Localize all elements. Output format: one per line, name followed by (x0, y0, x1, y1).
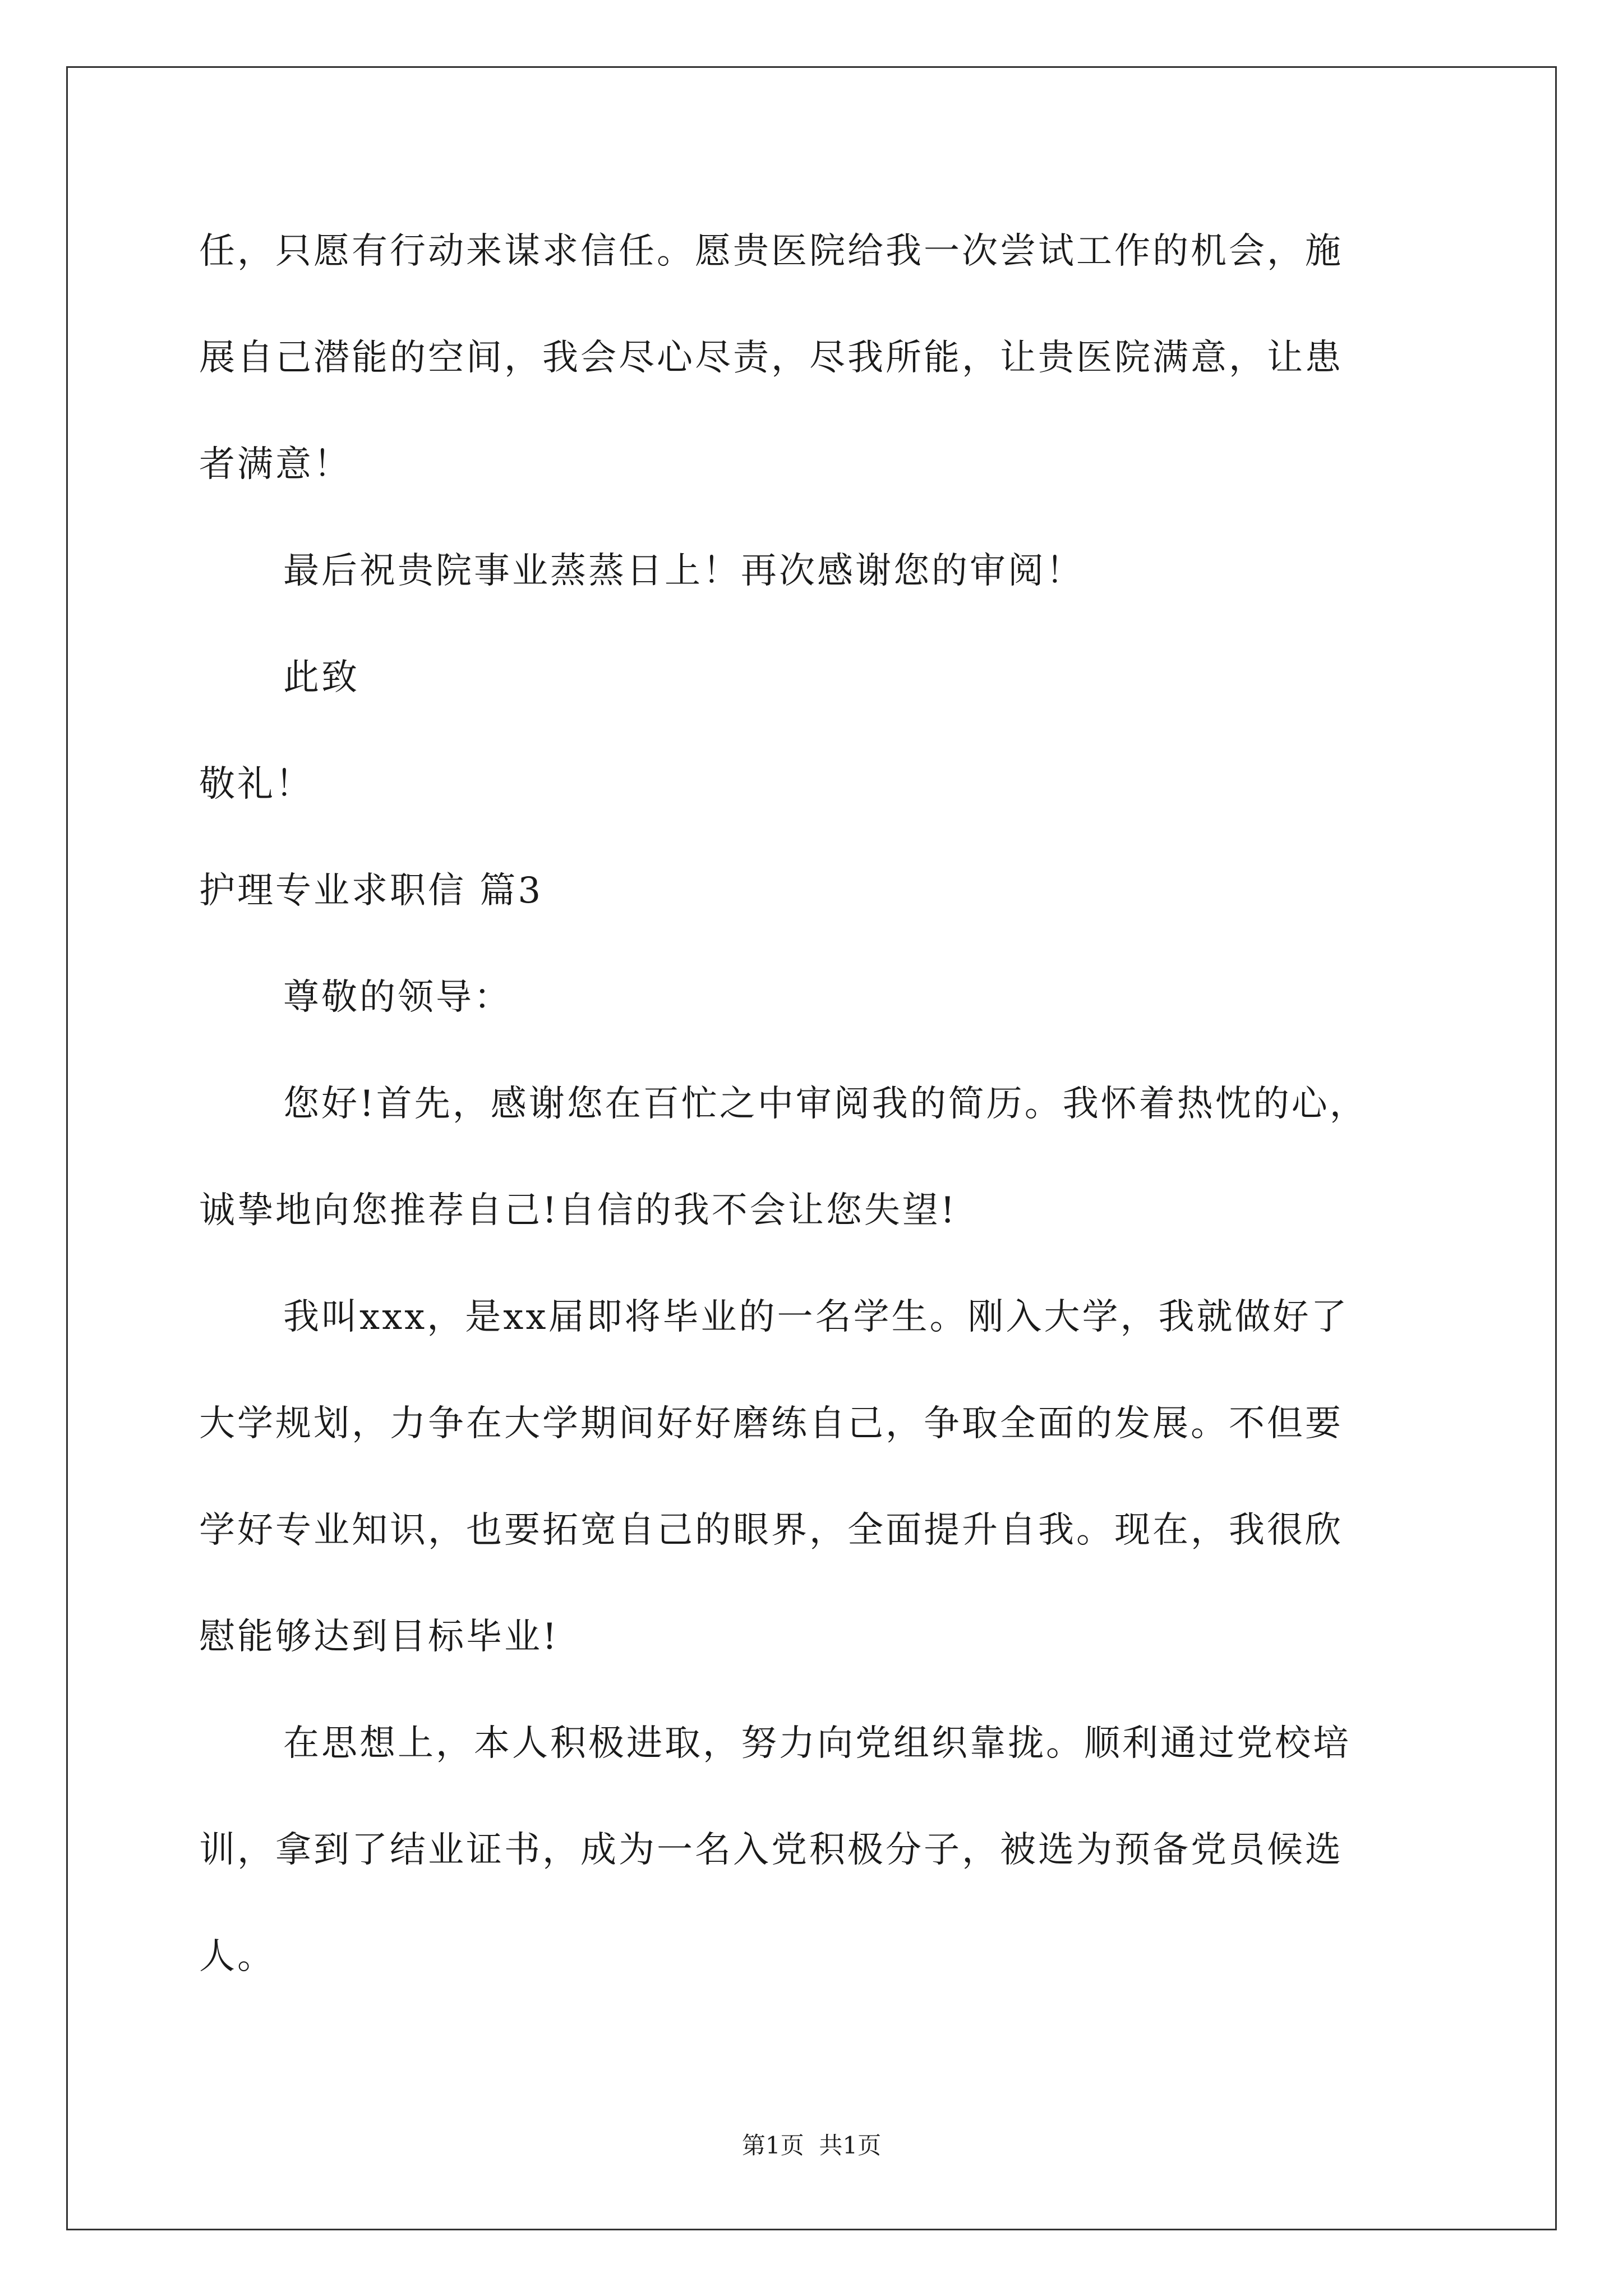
paragraph-line: 学好专业知识，也要拓宽自己的眼界，全面提升自我。现在，我很欣 (199, 1510, 1343, 1551)
greeting: 尊敬的领导： (283, 977, 512, 1018)
paragraph-line: 人。 (199, 1936, 275, 1977)
paragraph-line: 慰能够达到目标毕业! (199, 1616, 559, 1658)
paragraph-line: 您好!首先，感谢您在百忙之中审阅我的简历。我怀着热忱的心， (283, 1083, 1368, 1125)
page-number: 第1页 共1页 (741, 2132, 882, 2159)
page-frame (66, 66, 1557, 2230)
paragraph-line: 者满意！ (199, 444, 352, 485)
paragraph-line: 诚挚地向您推荐自己!自信的我不会让您失望! (199, 1190, 957, 1231)
paragraph-line: 在思想上，本人积极进取，努力向党组织靠拢。顺利通过党校培 (283, 1723, 1351, 1764)
paragraph-line: 我叫xxx，是xx届即将毕业的一名学生。刚入大学，我就做好了 (283, 1296, 1349, 1338)
section-title: 护理专业求职信 篇3 (199, 870, 543, 912)
closing-salutation: 此致 (283, 657, 359, 698)
paragraph-line: 展自己潜能的空间，我会尽心尽责，尽我所能，让贵医院满意，让患 (199, 337, 1343, 379)
closing-regards: 敬礼！ (199, 763, 313, 805)
paragraph-line: 大学规划，力争在大学期间好好磨练自己，争取全面的发展。不但要 (199, 1403, 1343, 1444)
paragraph-line: 最后祝贵院事业蒸蒸日上！再次感谢您的审阅！ (283, 550, 1084, 592)
paragraph-line: 任，只愿有行动来谋求信任。愿贵医院给我一次尝试工作的机会，施 (199, 231, 1343, 272)
paragraph-line: 训，拿到了结业证书，成为一名入党积极分子，被选为预备党员候选 (199, 1829, 1343, 1871)
